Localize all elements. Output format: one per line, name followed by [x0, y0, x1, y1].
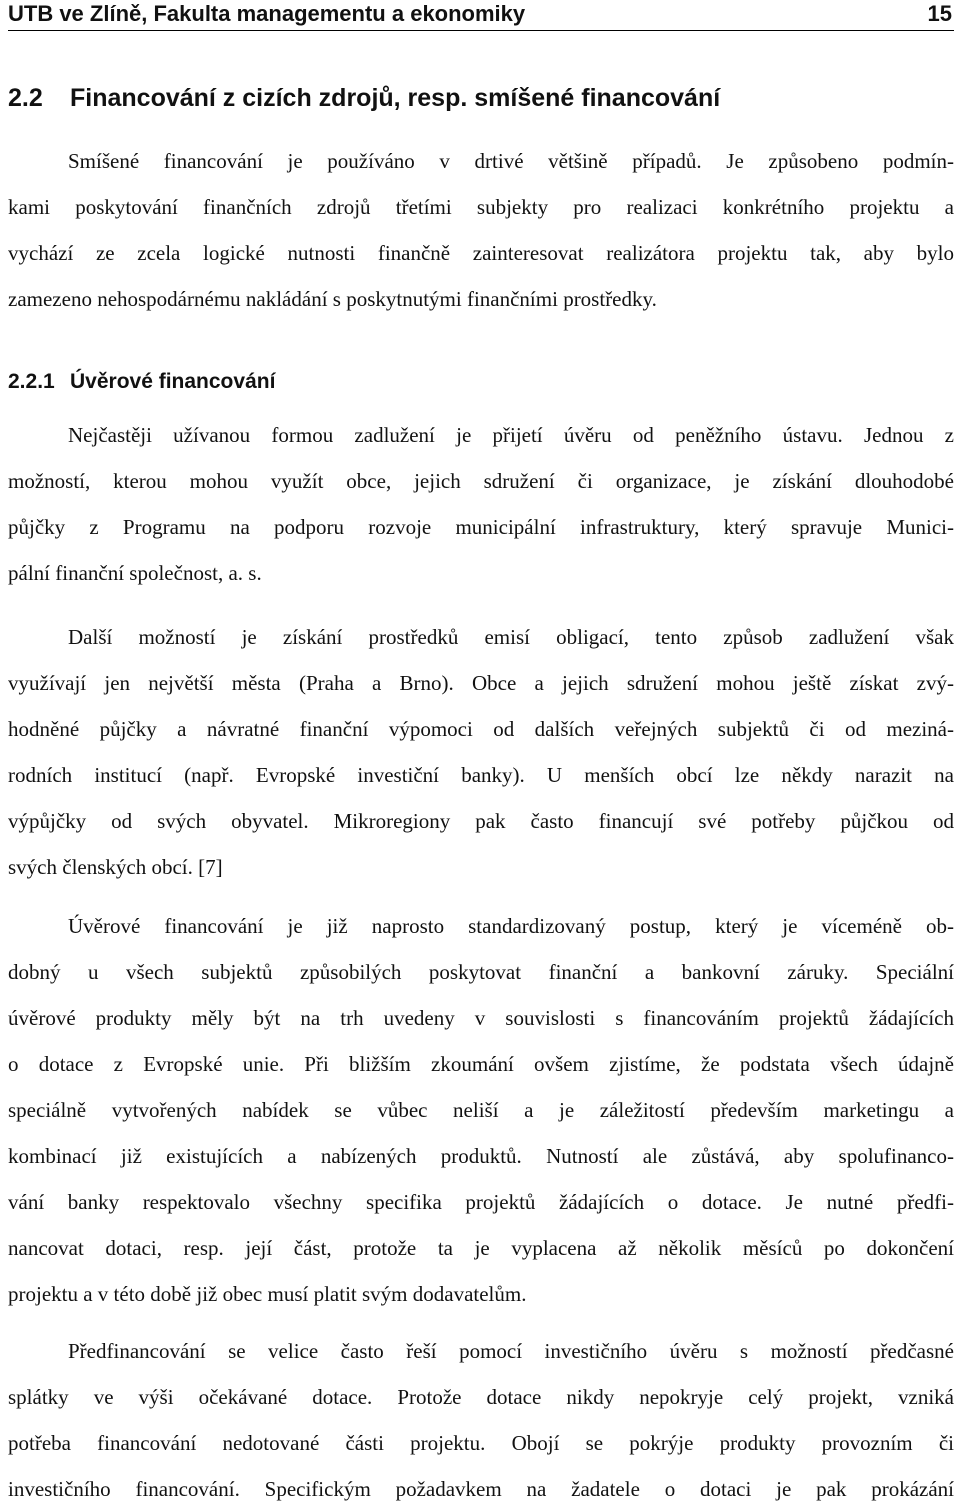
text-line: výpůjčky od svých obyvatel. Mikroregiony pak často financují své potřeby půjčkou od	[8, 809, 954, 833]
paragraph	[8, 412, 954, 596]
text-line: nancovat dotaci, resp. její část, protože ta je vyplacena až několik měsíců po dokončení	[8, 1236, 954, 1260]
section-title: Financování z cizích zdrojů, resp. smíšené financování	[70, 84, 721, 112]
text-line: Nejčastěji užívanou formou zadlužení je přijetí úvěru od peněžního ústavu. Jednou z	[68, 423, 954, 447]
text-line: úvěrové produkty měly být na trh uvedeny v souvislosti s financováním projektů žádajících	[8, 1006, 954, 1030]
text-line: investičního financování. Specifickým požadavkem na žadatele o dotaci je pak prokázání	[8, 1477, 954, 1501]
text-line: dobný u všech subjektů způsobilých poskytovat finanční a bankovní záruky. Speciální	[8, 960, 954, 984]
text-line: pální finanční společnost, a. s.	[8, 561, 262, 585]
section-heading	[8, 84, 720, 113]
text-line: rodních institucí (např. Evropské investiční banky). U menších obcí lze někdy narazit na	[8, 763, 954, 787]
text-line: Úvěrové financování je již naprosto standardizovaný postup, který je víceméně ob-	[68, 914, 954, 938]
text-line: o dotace z Evropské unie. Při bližším zkoumání ovšem zjistíme, že podstata všech údajně	[8, 1052, 954, 1076]
text-line: svých členských obcí. [7]	[8, 855, 223, 879]
subsection-title: Úvěrové financování	[70, 370, 276, 393]
text-line: vychází ze zcela logické nutnosti finančně zainteresovat realizátora projektu tak, aby bylo	[8, 241, 954, 265]
text-line: kami poskytování finančních zdrojů třetími subjekty pro realizaci konkrétního projektu a	[8, 195, 954, 219]
text-line: hodněné půjčky a návratné finanční výpomoci od dalších veřejných subjektů či od meziná-	[8, 717, 954, 741]
text-line: možností, kterou mohou využít obce, jejich sdružení či organizace, je získání dlouhodobé	[8, 469, 954, 493]
text-line: Smíšené financování je používáno v drtivé většině případů. Je způsobeno podmín-	[68, 149, 954, 173]
paragraph	[8, 614, 954, 890]
text-line: využívají jen největší města (Praha a Brno). Obce a jejich sdružení mohou ještě získat zvý-	[8, 671, 954, 695]
text-line: půjčky z Programu na podporu rozvoje municipální infrastruktury, který spravuje Munici-	[8, 515, 954, 539]
text-line: potřeba financování nedotované části projektu. Obojí se pokrýje produkty provozním či	[8, 1431, 954, 1455]
section-number: 2.2	[8, 84, 43, 112]
subsection-number: 2.2.1	[8, 370, 55, 393]
subsection-heading	[8, 370, 275, 394]
paragraph	[8, 138, 954, 322]
paragraph	[8, 1328, 954, 1512]
paragraph	[8, 903, 954, 1317]
header-title: UTB ve Zlíně, Fakulta managementu a ekonomiky	[8, 1, 526, 26]
text-line: projektu a v této době již obec musí platit svým dodavatelům.	[8, 1282, 527, 1306]
text-line: speciálně vytvořených nabídek se vůbec neliší a je záležitostí především marketingu a	[8, 1098, 954, 1122]
text-line: Předfinancování se velice často řeší pomocí investičního úvěru s možností předčasné	[68, 1339, 954, 1363]
text-line: Další možností je získání prostředků emisí obligací, tento způsob zadlužení však	[68, 625, 954, 649]
text-line: vání banky respektovalo všechny specifika projektů žádajících o dotace. Je nutné předfi-	[8, 1190, 954, 1214]
page-number: 15	[927, 1, 952, 26]
text-line: splátky ve výši očekávané dotace. Protože dotace nikdy nepokryje celý projekt, vzniká	[8, 1385, 954, 1409]
text-line: zamezeno nehospodárnému nakládání s poskytnutými finančními prostředky.	[8, 287, 657, 311]
running-header	[8, 0, 954, 31]
text-line: kombinací již existujících a nabízených produktů. Nutností ale zůstává, aby spolufinanco-	[8, 1144, 954, 1168]
